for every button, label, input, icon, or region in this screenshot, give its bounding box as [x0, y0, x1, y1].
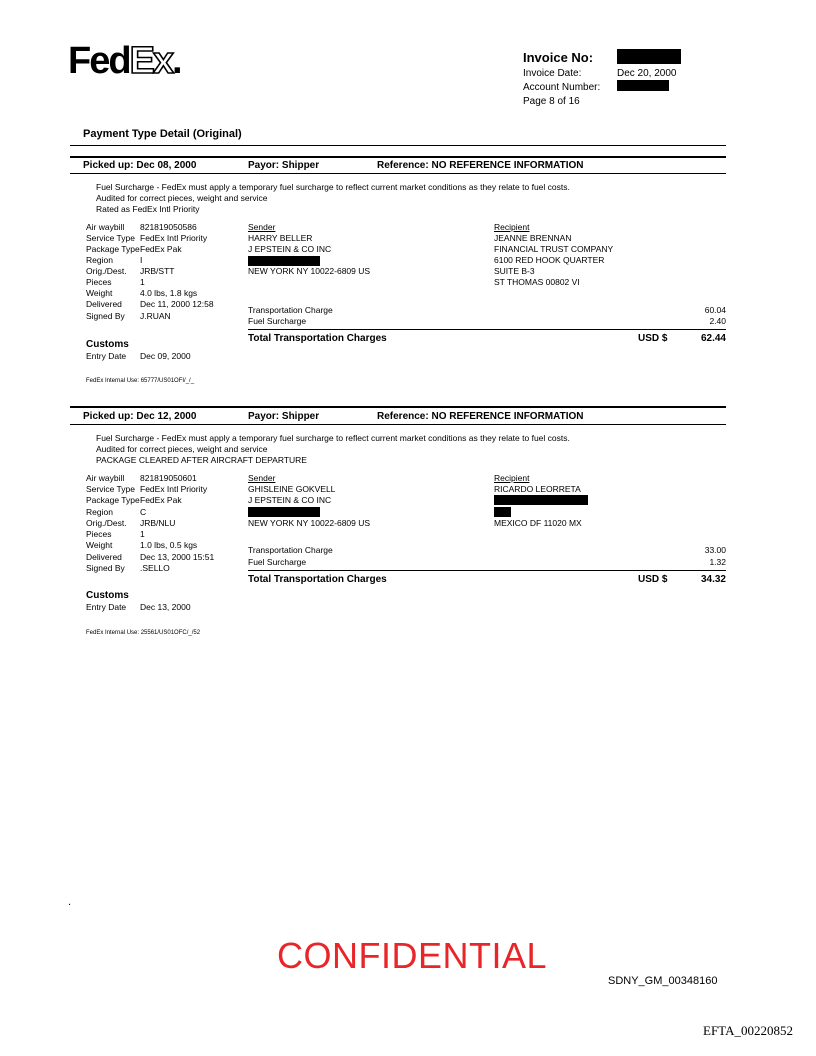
detail-value: 1 [140, 277, 145, 287]
fedex-logo: FedEx. [68, 40, 181, 82]
stray-mark: . [68, 896, 72, 908]
detail-label: Orig./Dest. [86, 266, 127, 276]
detail-value: 821819050601 [140, 473, 197, 483]
invoice-no-label: Invoice No: [523, 50, 594, 65]
recipient-label: Recipient [494, 473, 530, 483]
sender-line: HARRY BELLER [248, 233, 313, 243]
charge-amount: 2.40 [709, 316, 726, 326]
total-amount: 62.44 [700, 333, 726, 344]
charge-label: Transportation Charge [248, 305, 333, 315]
detail-label: Delivered [86, 299, 122, 309]
detail-value: 1.0 lbs, 0.5 kgs [140, 540, 198, 550]
detail-value: JRB/STT [140, 266, 175, 276]
recipient-line: MEXICO DF 11020 MX [494, 518, 582, 528]
entry-date: Dec 09, 2000 [140, 351, 191, 361]
recipient-line: 6100 RED HOOK QUARTER [494, 255, 605, 265]
recipient-line: JEANNE BRENNAN [494, 233, 572, 243]
note-line: Fuel Surcharge - FedEx must apply a temporary fuel surcharge to reflect current market conditions as they relate to fuel costs. [96, 182, 570, 192]
sender-label: Sender [248, 473, 276, 483]
reference: Reference: NO REFERENCE INFORMATION [377, 411, 584, 422]
redacted-invoice-number [617, 49, 681, 64]
sender-line: GHISLEINE GOKVELL [248, 484, 336, 494]
redacted-recipient-address [494, 507, 511, 517]
detail-label: Pieces [86, 277, 112, 287]
detail-label: Delivered [86, 552, 122, 562]
customs-label: Customs [86, 339, 129, 350]
efta-number: EFTA_00220852 [703, 1023, 793, 1038]
divider [248, 329, 726, 330]
internal-use: FedEx Internal Use: 25561/US01OFC/_/52 [86, 630, 201, 636]
detail-value: 1 [140, 529, 145, 539]
invoice-date: Dec 20, 2000 [617, 68, 677, 79]
divider [70, 156, 726, 158]
divider [70, 424, 726, 425]
picked-up: Picked up: Dec 08, 2000 [83, 160, 197, 171]
section-title: Payment Type Detail (Original) [83, 128, 242, 140]
note-line: PACKAGE CLEARED AFTER AIRCRAFT DEPARTURE [96, 455, 307, 465]
recipient-line: ST THOMAS 00802 VI [494, 277, 580, 287]
page-indicator: Page 8 of 16 [523, 96, 580, 107]
entry-date-label: Entry Date [86, 351, 127, 361]
total-label: Total Transportation Charges [248, 574, 387, 585]
redacted-recipient-company [494, 495, 588, 505]
detail-value: I [140, 255, 143, 265]
sender-line: J EPSTEIN & CO INC [248, 495, 332, 505]
divider [70, 173, 726, 174]
redacted-account-number [617, 80, 669, 91]
divider [70, 406, 726, 408]
detail-value: C [140, 507, 147, 517]
detail-value: .SELLO [140, 563, 170, 573]
bates-number: SDNY_GM_00348160 [608, 975, 718, 987]
redacted-sender-address [248, 507, 320, 517]
detail-label: Signed By [86, 311, 125, 321]
currency: USD $ [638, 574, 668, 585]
payor: Payor: Shipper [248, 411, 320, 422]
recipient-line: SUITE B-3 [494, 266, 535, 276]
picked-up: Picked up: Dec 12, 2000 [83, 411, 197, 422]
detail-label: Orig./Dest. [86, 518, 127, 528]
sender-line: J EPSTEIN & CO INC [248, 244, 332, 254]
charge-amount: 60.04 [704, 305, 726, 315]
sender-line: NEW YORK NY 10022-6809 US [248, 518, 371, 528]
detail-value: JRB/NLU [140, 518, 176, 528]
note-line: Audited for correct pieces, weight and service [96, 193, 268, 203]
payor: Payor: Shipper [248, 160, 320, 171]
detail-value: 821819050586 [140, 222, 197, 232]
account-number-label: Account Number: [523, 82, 601, 93]
detail-value: Dec 11, 2000 12:58 [140, 299, 214, 309]
charge-amount: 1.32 [709, 557, 726, 567]
detail-label: Pieces [86, 529, 112, 539]
detail-label: Weight [86, 288, 113, 298]
detail-value: FedEx Pak [140, 495, 182, 505]
note-line: Audited for correct pieces, weight and service [96, 444, 268, 454]
currency: USD $ [638, 333, 668, 344]
detail-label: Service Type [86, 484, 135, 494]
recipient-label: Recipient [494, 222, 530, 232]
total-label: Total Transportation Charges [248, 333, 387, 344]
detail-label: Package Type [86, 495, 140, 505]
detail-label: Weight [86, 540, 113, 550]
detail-value: FedEx Intl Priority [140, 484, 208, 494]
detail-value: FedEx Pak [140, 244, 182, 254]
internal-use: FedEx Internal Use: 65777/US01OFI/_/_ [86, 378, 195, 384]
detail-label: Air waybill [86, 473, 125, 483]
detail-value: Dec 13, 2000 15:51 [140, 552, 215, 562]
entry-date-label: Entry Date [86, 602, 127, 612]
charge-label: Fuel Surcharge [248, 316, 307, 326]
redacted-sender-address [248, 256, 320, 266]
detail-value: J.RUAN [140, 311, 171, 321]
invoice-date-label: Invoice Date: [523, 68, 582, 79]
detail-label: Air waybill [86, 222, 125, 232]
reference: Reference: NO REFERENCE INFORMATION [377, 160, 584, 171]
note-line: Fuel Surcharge - FedEx must apply a temporary fuel surcharge to reflect current market conditions as they relate to fuel costs. [96, 433, 570, 443]
detail-value: FedEx Intl Priority [140, 233, 208, 243]
recipient-line: FINANCIAL TRUST COMPANY [494, 244, 614, 254]
entry-date: Dec 13, 2000 [140, 602, 191, 612]
charge-label: Fuel Surcharge [248, 557, 307, 567]
detail-label: Signed By [86, 563, 125, 573]
charge-amount: 33.00 [704, 545, 726, 555]
total-amount: 34.32 [700, 574, 726, 585]
confidential-stamp: CONFIDENTIAL [277, 935, 548, 976]
sender-label: Sender [248, 222, 276, 232]
divider [248, 570, 726, 571]
detail-value: 4.0 lbs, 1.8 kgs [140, 288, 198, 298]
note-line: Rated as FedEx Intl Priority [96, 204, 200, 214]
divider [70, 145, 726, 146]
detail-label: Package Type [86, 244, 140, 254]
sender-line: NEW YORK NY 10022-6809 US [248, 266, 371, 276]
charge-label: Transportation Charge [248, 545, 333, 555]
detail-label: Service Type [86, 233, 135, 243]
detail-label: Region [86, 255, 113, 265]
customs-label: Customs [86, 590, 129, 601]
detail-label: Region [86, 507, 113, 517]
recipient-line: RICARDO LEORRETA [494, 484, 581, 494]
